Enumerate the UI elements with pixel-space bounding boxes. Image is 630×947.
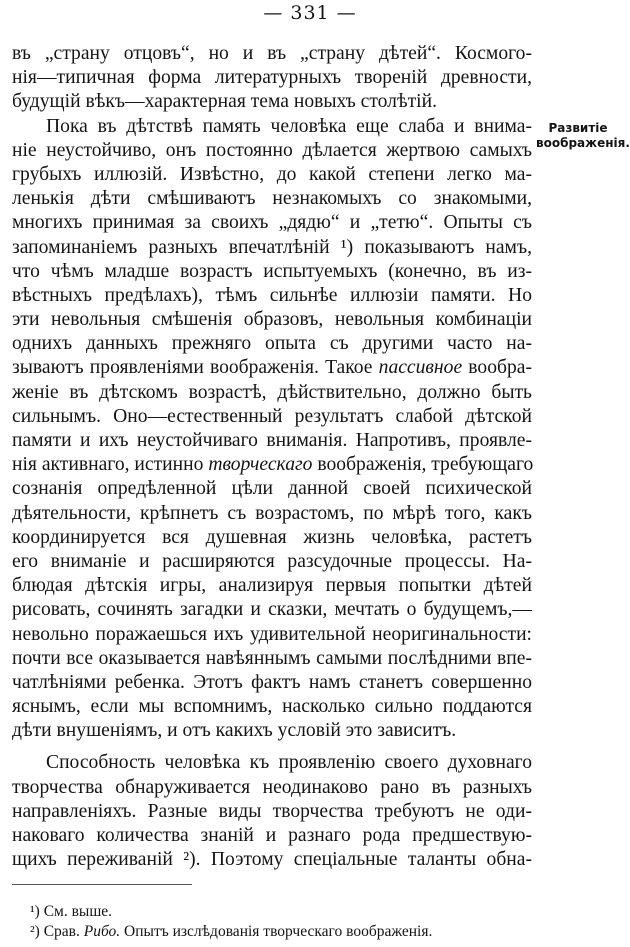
footnote-rule [12,884,192,885]
text-line: Способность человѣка къ проявленію своего духовнаго [46,752,532,774]
text-line: почти все оказывается навѣяннымъ самыми послѣдними впе- [12,647,532,669]
page-number: — 331 — [263,2,357,24]
text-line: многихъ принимая за своихъ „дядю“ и „тетю“. Опыты съ [12,212,532,234]
text-line: щихъ переживаній ²). Поэтому спеціальные таланты обна- [12,849,532,871]
text-line: дѣти внушеніямъ, и отъ какихъ условій это зависитъ. [12,720,457,742]
text-line: одниxъ данныхъ прежняго опыта съ другими часто на- [12,333,532,355]
text-line: памяти и ихъ неустойчиваго вниманія. Напротивъ, проявле- [12,430,532,451]
footnote-mark: ²) [30,923,40,940]
text-line: сознанія опредѣленной цѣли данной своей психической [12,478,532,500]
text-line: женіе въ дѣтскомъ возрастѣ, дѣйствительно, должно быть [12,381,532,403]
text-line: дѣятельности, крѣпнетъ съ возрастомъ, по мѣрѣ того, какъ [12,502,532,524]
footnote-2 [30,923,432,941]
footnote-mark: ¹) [30,903,40,920]
text-line: Пока въ дѣтствѣ память человѣка еще слаба и внима- [46,115,532,137]
text-line: ніе неустойчиво, онъ постоянно дѣлается жертвою самыхъ [12,139,532,161]
text-line: будущій вѣкъ—характерная тема новыхъ столѣтій. [12,91,437,113]
text-line: сильнымъ. Оно—естественный результатъ слабой дѣтской [12,405,532,427]
text-line: эти невольныя смѣшенія образовъ, невольныя комбинаціи [12,309,532,331]
text-line: запоминаніемъ разныхъ впечатлѣній ¹) показываютъ намъ, [12,236,532,258]
text-line: наковаго количества знаній и разнаго рода предшествую- [12,825,532,846]
text-line: яснымъ, если мы вспомнимъ, насколько сильно поддаются [12,696,532,718]
footnote-text-rest: Опытъ изслѣдованія творческаго воображенія. [124,923,433,940]
main-text [12,42,532,872]
footnote-text-plain: Срав. [43,923,80,940]
text-line: нія—типичная форма литературныхъ твореній древности, [12,67,532,89]
text-line: творчества обнаруживается неодинаково рано въ разныхъ [12,776,532,798]
text-line: блюдая дѣтскія игры, анализируя первыя попытки дѣтей [12,575,532,597]
paragraph-1 [12,42,532,115]
footnote-1 [30,903,112,921]
text-line: нія активнаго, истинно творческаго воображенія, требующаго [12,454,534,476]
text-line: въ „страну отцовъ“, но и въ „страну дѣтей“. Космого- [12,43,532,64]
paragraph-3 [12,751,532,872]
text-line: чатлѣніями ребенка. Этотъ фактъ намъ станетъ совершенно [12,671,532,693]
text-line: направленіяхъ. Разные виды творчества требуютъ не оди- [12,800,532,822]
text-line: рисовать, сочинять загадки и сказки, мечтать о будущемъ,— [12,599,532,621]
text-line: что чѣмъ младше возрастъ испытуемыхъ (конечно, въ из- [12,260,532,282]
paragraph-2 [12,115,532,744]
text-line: вѣстныхъ предѣлахъ), тѣмъ сильнѣе иллюзіи памяти. Но [12,284,532,306]
text-line: грубыхъ иллюзій. Извѣстно, до какой степени легко ма- [12,163,532,185]
text-line: его вниманіе и расширяются разсудочные процессы. На- [12,550,532,572]
footnote-text: См. выше. [43,903,113,920]
margin-note-line-2: воображенія. [536,136,630,150]
footnote-author-italic: Рибо. [83,923,121,940]
text-line: координируется вся душевная жизнь человѣка, растетъ [12,526,532,548]
margin-note [536,121,630,151]
text-line: зываютъ проявленіями воображенія. Такое пассивное вообра- [12,357,532,379]
text-line: невольно поражаешься ихъ удивительной неоригинальности: [12,623,532,645]
margin-note-line-1: Развитіе [548,121,608,135]
text-line: ленькія дѣти смѣшиваютъ незнакомыхъ со знакомыми, [12,188,532,210]
